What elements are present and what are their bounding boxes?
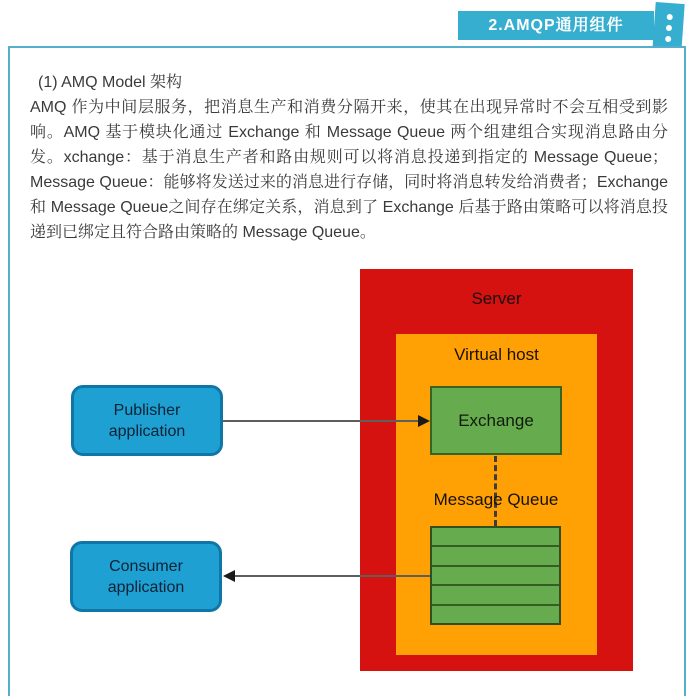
dot	[665, 24, 671, 30]
queue-row	[432, 586, 559, 605]
message-queue-box	[430, 526, 561, 625]
queue-row	[432, 606, 559, 623]
arrow-right-icon	[418, 415, 430, 427]
consumer-application-label: Consumer application	[107, 557, 185, 596]
queue-row	[432, 528, 559, 547]
publisher-to-exchange-line	[223, 420, 419, 422]
page-title: (1) AMQ Model 架构	[38, 74, 183, 91]
section-tab[interactable]: 2.AMQP通用组件	[458, 11, 654, 40]
queue-to-consumer-line	[234, 575, 430, 577]
body-paragraph: AMQ 作为中间层服务，把消息生产和消费分隔开来，使其在出现异常时不会互相受到影响。AMQ 基于模块化通过 Exchange 和 Message Queue 两个组建组合实现消息路由分发。xchange：基于消息生产者和路由规则可以将消息投递到指定的 Message Queue；Message Queue：能够将发送过来的消息进行存储，同时将消息转发给消费者；Exchange 和 Message Queue之间存在绑定关系，消息到了 Exchange 后基于路由策略可以将消息投递到已绑定且符合路由策略的 Message Queue。	[30, 99, 668, 241]
publisher-application-box	[71, 385, 223, 456]
dot	[666, 13, 672, 19]
queue-row	[432, 567, 559, 586]
server-label: Server	[471, 289, 522, 308]
virtual-host-label: Virtual host	[454, 345, 539, 364]
exchange-label: Exchange	[458, 410, 534, 430]
queue-row	[432, 547, 559, 566]
arrow-left-icon	[223, 570, 235, 582]
exchange-box	[430, 386, 562, 455]
dot	[665, 35, 671, 41]
message-queue-label: Message Queue	[433, 490, 559, 509]
consumer-application-box	[70, 541, 222, 612]
publisher-application-label: Publisher application	[108, 401, 186, 440]
